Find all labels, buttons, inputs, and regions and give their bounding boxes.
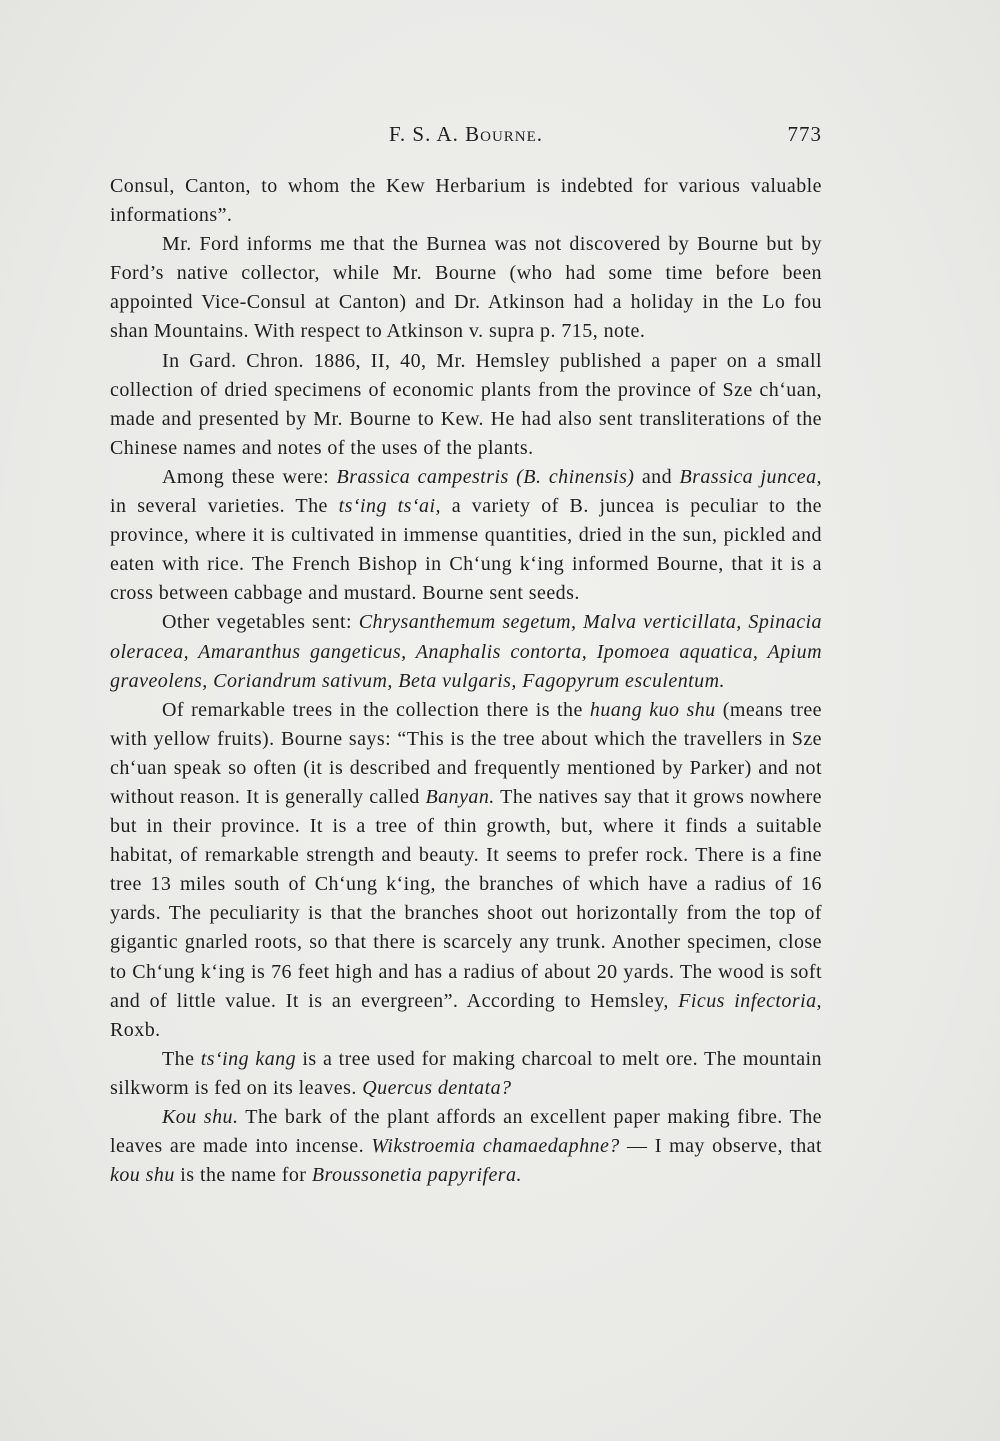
species-name: Ficus infectoria,	[678, 989, 822, 1012]
species-name: Brassica campestris (B. chinensis)	[336, 465, 635, 488]
chinese-term: ts‘ing ts‘ai,	[338, 495, 441, 518]
text-run: Among these were:	[162, 465, 337, 488]
page-number: 773	[787, 122, 822, 146]
species-name: Quercus dentata?	[362, 1076, 512, 1099]
species-name: Wikstroemia chamaedaphne?	[371, 1135, 620, 1158]
paragraph-6	[110, 696, 822, 1045]
text-run: a variety of B. juncea is peculiar to the province, where it is cultivated in immense quantities, dried in the sun, pickled and eaten with rice. The French Bishop in Ch‘ung k‘ing informed Bourne, that it is a cross between cabbage and mustard. Bourne sent seeds.	[110, 495, 822, 605]
chinese-term: ts‘ing kang	[200, 1047, 297, 1070]
text-run: Mr. Ford informs me that the Burnea was not discovered by Bourne but by Ford’s native collector, while Mr. Bourne (who had some time before been appointed Vice-Consul at Canton) and Dr. Atkinson had a holiday in the Lo fou shan Mountains. With respect to Atkinson v. supra p. 715, note.	[110, 233, 822, 343]
text-run: is the name for	[174, 1164, 312, 1187]
text-run: is a tree used for making charcoal to melt ore. The mountain silkworm is fed on its leaves.	[110, 1047, 822, 1099]
paragraph-4	[110, 463, 822, 608]
body-text	[110, 172, 822, 1190]
text-run: In Gard. Chron. 1886, II, 40, Mr. Hemsley published a paper on a small collection of dried specimens of economic plants from the province of Sze ch‘uan, made and presented by Mr. Bourne to Kew. He had also sent transliterations of the Chinese names and notes of the uses of the plants.	[110, 349, 822, 459]
paragraph-2	[110, 230, 822, 346]
running-title: F. S. A. Bourne.	[388, 122, 544, 146]
species-list: Chrysanthemum segetum, Malva verticillata, Spinacia oleracea, Amaranthus gangeticus, Anaphalis contorta, Ipomoea aquatica, Apium graveolens, Coriandrum sativum, Beta vulgaris, Fagopyrum esculentum.	[110, 611, 822, 692]
text-run: The natives say that it grows nowhere but in their province. It is a tree of thin growth, but, where it finds a suitable habitat, of remarkable strength and beauty. It seems to prefer rock. There is a fine tree 13 miles south of Ch‘ung k‘ing, the branches of which have a radius of 16 yards. The peculiarity is that the branches shoot out horizontally from the top of gigantic gnarled roots, so that there is scarcely any trunk. Another specimen, close to Ch‘ung k‘ing is 76 feet high and has a radius of about 20 yards. The wood is soft and of little value. It is an evergreen”. According to Hemsley,	[110, 785, 822, 1012]
text-run: Consul, Canton, to whom the Kew Herbarium is indebted for various valuable informations”.	[110, 175, 822, 227]
text-run: — I may observe, that	[619, 1135, 823, 1158]
common-name: Banyan.	[425, 785, 495, 808]
text-run: Roxb.	[110, 1018, 161, 1041]
text-run: and	[634, 465, 680, 488]
text-run: Of remarkable trees in the collection there is the	[162, 698, 590, 721]
chinese-term: Kou shu.	[162, 1106, 239, 1128]
text-run: in several varieties. The	[110, 495, 339, 518]
text-run: Other vegetables sent:	[162, 611, 359, 634]
running-header	[110, 122, 822, 152]
paragraph-7	[110, 1045, 822, 1103]
chinese-term: huang kuo shu	[589, 698, 716, 721]
paragraph-3	[110, 347, 822, 463]
paragraph-1	[110, 172, 822, 230]
chinese-term: kou shu	[110, 1164, 175, 1187]
species-name: Broussonetia papyrifera.	[311, 1164, 522, 1187]
paragraph-5	[110, 608, 822, 695]
species-name: Brassica juncea,	[679, 465, 823, 488]
text-run: (means tree with yellow fruits). Bourne says: “This is the tree about which the travellers in Sze ch‘uan speak so often (it is described and frequently mentioned by Parker) and not without reason. It is generally called	[110, 698, 822, 808]
text-run: The bark of the plant affords an excellent paper making fibre. The leaves are made into incense.	[110, 1106, 822, 1158]
text-run: The	[162, 1047, 201, 1070]
paragraph-8	[110, 1103, 822, 1190]
